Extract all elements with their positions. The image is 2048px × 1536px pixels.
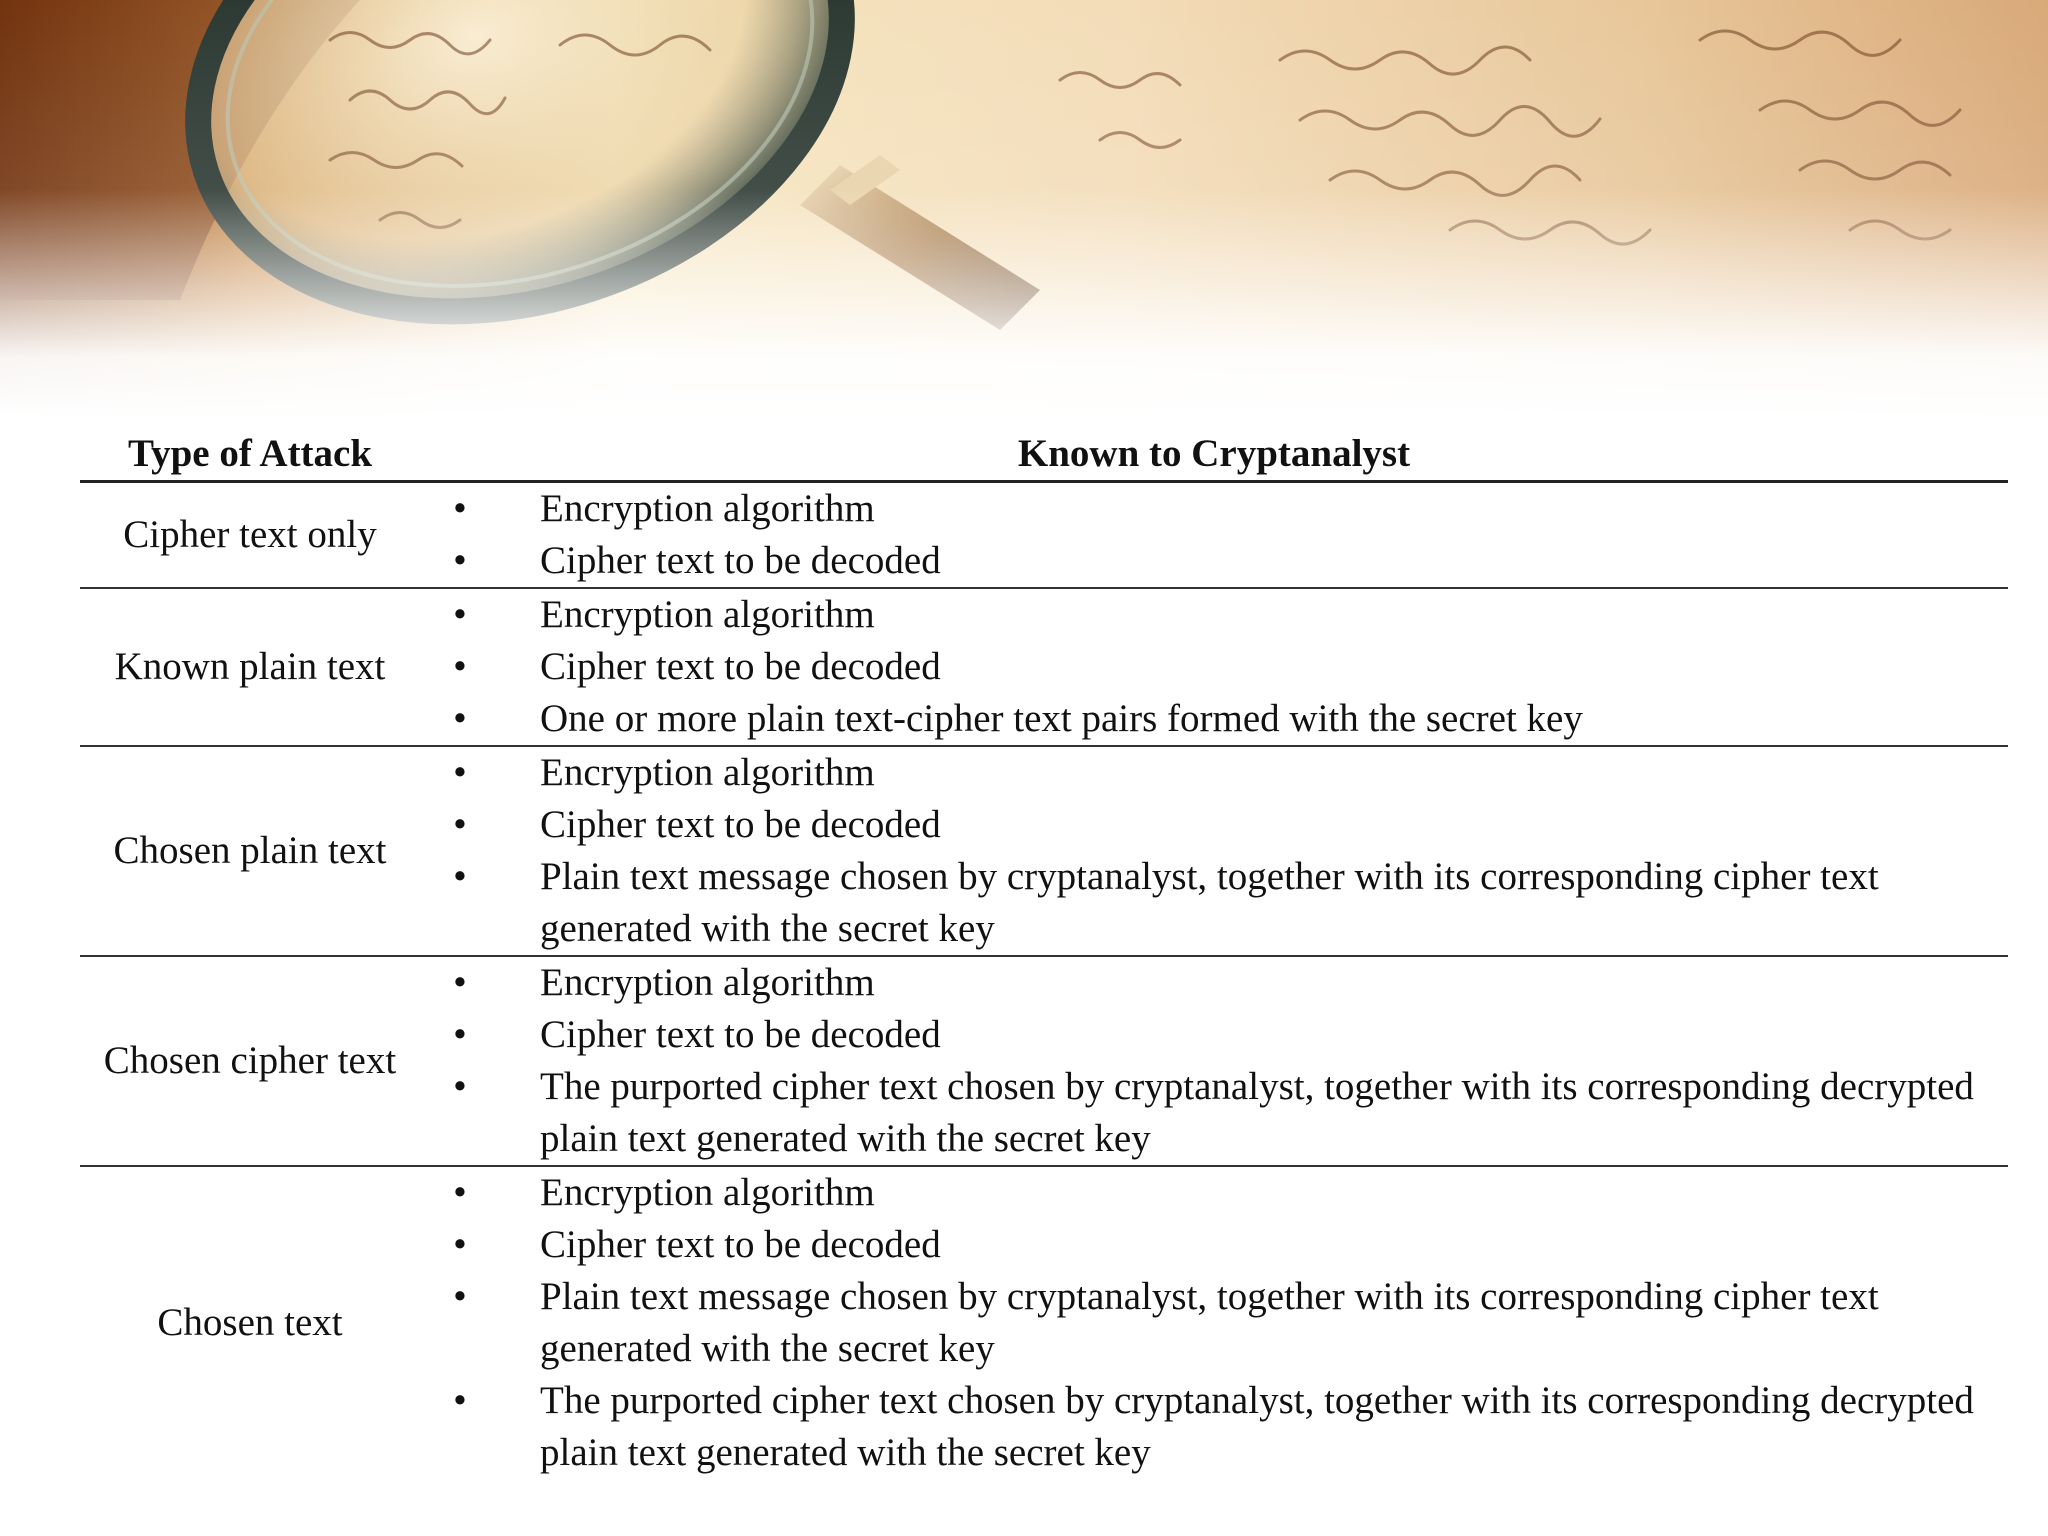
list-item-text: Cipher text to be decoded [540, 645, 941, 688]
list-item-text: Encryption algorithm [540, 487, 875, 530]
list-item-text: One or more plain text-cipher text pairs formed with the secret key [540, 697, 1583, 740]
list-item [420, 1009, 2008, 1061]
list-item-text: Plain text message chosen by cryptanalyst, together with its corresponding cipher text generated with the secret key [540, 855, 1879, 950]
attack-types-table-container [80, 430, 2008, 1479]
known-items-cell [420, 482, 2008, 589]
list-item-text: The purported cipher text chosen by cryptanalyst, together with its corresponding decrypted plain text generated with the secret key [540, 1379, 1974, 1474]
bullet-icon: • [453, 961, 467, 1004]
attack-type-cell: Chosen cipher text [80, 956, 420, 1166]
list-item [420, 483, 2008, 535]
list-item [420, 851, 2008, 955]
known-items-cell [420, 956, 2008, 1166]
bullet-icon: • [453, 697, 467, 740]
bullet-icon: • [453, 1379, 467, 1422]
list-item [420, 1375, 2008, 1479]
known-items-cell [420, 1166, 2008, 1479]
list-item-text: Encryption algorithm [540, 1171, 875, 1214]
list-item [420, 1061, 2008, 1165]
header-banner-image [0, 0, 2048, 420]
known-items-cell [420, 588, 2008, 746]
table-row [80, 1166, 2008, 1479]
header-known-to-cryptanalyst: Known to Cryptanalyst [420, 430, 2008, 482]
bullet-icon: • [453, 593, 467, 636]
list-item [420, 957, 2008, 1009]
list-item-text: Cipher text to be decoded [540, 1223, 941, 1266]
known-items-cell [420, 746, 2008, 956]
list-item-text: Plain text message chosen by cryptanalyst, together with its corresponding cipher text generated with the secret key [540, 1275, 1879, 1370]
bullet-icon: • [453, 539, 467, 582]
table-header-row [80, 430, 2008, 482]
known-items-list [420, 747, 2008, 955]
bullet-icon: • [453, 1275, 467, 1318]
known-items-list [420, 957, 2008, 1165]
bullet-icon: • [453, 487, 467, 530]
table-row [80, 956, 2008, 1166]
attack-type-cell: Chosen plain text [80, 746, 420, 956]
list-item [420, 693, 2008, 745]
list-item [420, 799, 2008, 851]
list-item-text: Cipher text to be decoded [540, 539, 941, 582]
bullet-icon: • [453, 1013, 467, 1056]
bullet-icon: • [453, 751, 467, 794]
list-item [420, 641, 2008, 693]
list-item [420, 1167, 2008, 1219]
list-item-text: Encryption algorithm [540, 961, 875, 1004]
known-items-list [420, 1167, 2008, 1479]
known-items-list [420, 589, 2008, 745]
list-item-text: The purported cipher text chosen by cryptanalyst, together with its corresponding decrypted plain text generated with the secret key [540, 1065, 1974, 1160]
bullet-icon: • [453, 803, 467, 846]
bullet-icon: • [453, 855, 467, 898]
list-item-text: Cipher text to be decoded [540, 803, 941, 846]
list-item-text: Encryption algorithm [540, 593, 875, 636]
list-item-text: Encryption algorithm [540, 751, 875, 794]
known-items-list [420, 483, 2008, 587]
list-item-text: Cipher text to be decoded [540, 1013, 941, 1056]
attack-type-cell: Cipher text only [80, 482, 420, 589]
bullet-icon: • [453, 1065, 467, 1108]
list-item [420, 1219, 2008, 1271]
table-body [80, 482, 2008, 1480]
bullet-icon: • [453, 1171, 467, 1214]
bullet-icon: • [453, 645, 467, 688]
attack-type-cell: Chosen text [157, 1301, 343, 1344]
attack-types-table [80, 430, 2008, 1479]
table-row [80, 746, 2008, 956]
list-item [420, 589, 2008, 641]
table-row [80, 588, 2008, 746]
list-item [420, 747, 2008, 799]
list-item [420, 535, 2008, 587]
table-row [80, 482, 2008, 589]
list-item [420, 1271, 2008, 1375]
attack-type-cell: Known plain text [80, 588, 420, 746]
header-type-of-attack: Type of Attack [80, 430, 420, 482]
bullet-icon: • [453, 1223, 467, 1266]
